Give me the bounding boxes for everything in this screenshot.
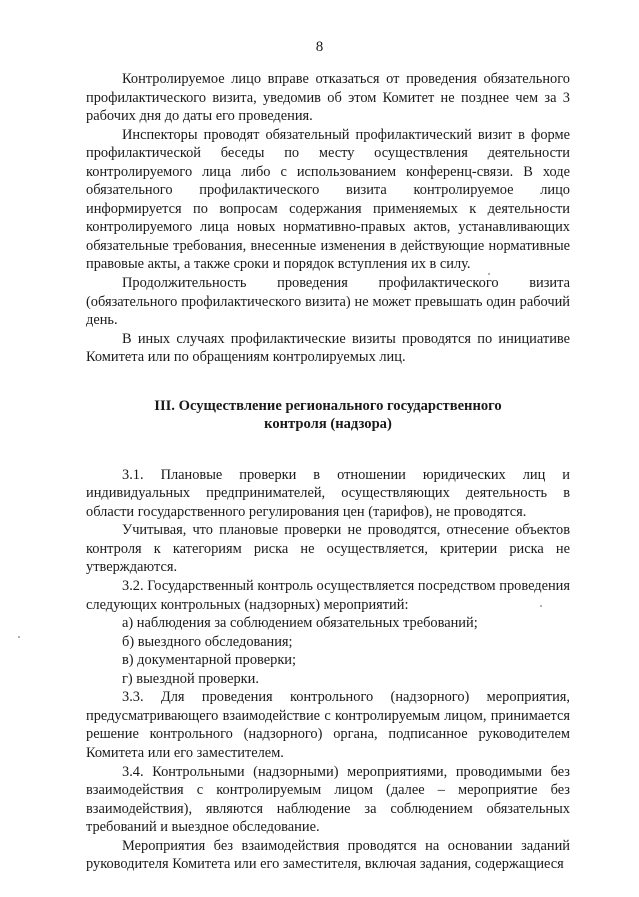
paragraph-other-cases: В иных случаях профилактические визиты проводятся по инициативе Комитета или по обращениям контролируемых лиц. xyxy=(86,330,570,366)
paragraph-3-2: 3.2. Государственный контроль осуществляется посредством проведения следующих контрольных (надзорных) мероприятий: xyxy=(86,578,570,613)
list-item: а) наблюдения за соблюдением обязательных требований; xyxy=(122,615,478,632)
paragraph-3-3: 3.3. Для проведения контрольного (надзорного) мероприятия, предусматривающего взаимодействие с контролируемым лицом, принимается решение контрольного (надзорного) органа, подписанное руководителем Комитета или его заместителем. xyxy=(86,689,570,761)
spacer xyxy=(86,434,570,466)
paragraph-3-1: 3.1. Плановые проверки в отношении юридических лиц и индивидуальных предпринимателей, осуществляющих деятельность в области государственного регулирования цен (тарифов), не проводятся. xyxy=(86,466,570,520)
paragraph-duration: Продолжительность проведения профилактического визита (обязательного профилактического визита) не может превышать один рабочий день. xyxy=(86,275,570,329)
page-number: 8 xyxy=(315,39,324,55)
list-item: б) выездного обследования; xyxy=(122,633,293,650)
scan-speck xyxy=(18,636,20,638)
list-item: г) выездной проверки. xyxy=(122,670,259,687)
spacer xyxy=(86,367,570,397)
paragraph-3-4: 3.4. Контрольными (надзорными) мероприятиями, проводимыми без взаимодействия с контролируемым лицом (далее – мероприятие без взаимодействия), являются наблюдение за соблюдением обязательных требований и выездное обследование. xyxy=(86,763,570,836)
section-heading-line-2: контроля (надзора) xyxy=(264,416,392,433)
paragraph-no-interaction: Мероприятия без взаимодействия проводятся на основании заданий руководителя Комитета или его заместителя, включая задания, содержащиеся xyxy=(86,837,570,873)
section-heading-line-1: III. Осуществление регионального государственного xyxy=(154,397,502,414)
document-body xyxy=(86,70,570,874)
paragraph-inspectors: Инспекторы проводят обязательный профилактический визит в форме профилактической беседы по месту осуществления деятельности контролируемого лица либо с использованием конференц-связи. В ходе обязательного профилактического визита контролируемое лицо информируется по вопросам содержания применяемых к деятельности контролируемого лица новых нормативно-правых актов, устанавливающих обязательные требования, внесенные изменения в действующие нормативные правовые акты, а также сроки и порядок вступления их в силу. xyxy=(86,126,570,273)
paragraph-risk-categories: Учитывая, что плановые проверки не проводятся, отнесение объектов контроля к категориям риска не осуществляется, критерии риска не утверждаются. xyxy=(86,522,570,576)
paragraph-refusal: Контролируемое лицо вправе отказаться от проведения обязательного профилактического визита, уведомив об этом Комитет не позднее чем за 3 рабочих дня до даты его проведения. xyxy=(86,71,570,125)
section-heading xyxy=(86,397,570,434)
list-item: в) документарной проверки; xyxy=(122,652,297,669)
scan-speck xyxy=(488,273,490,275)
scan-speck xyxy=(540,605,542,607)
